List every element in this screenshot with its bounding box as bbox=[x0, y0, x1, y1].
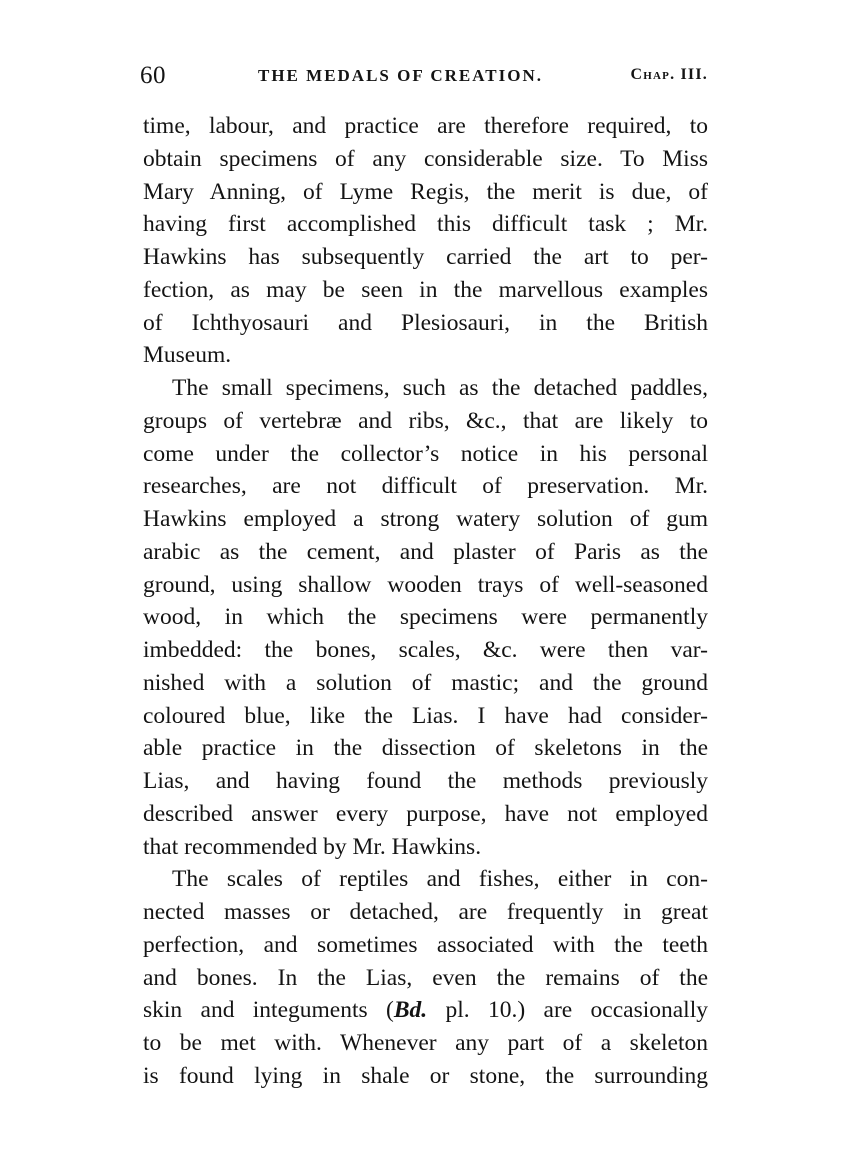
text-line: Hawkins employed a strong watery solution of gum bbox=[143, 506, 708, 532]
running-title: THE MEDALS OF CREATION. bbox=[258, 66, 543, 85]
text-line: coloured blue, like the Lias. I have had consider- bbox=[143, 702, 708, 729]
chapter-mark: Chap. III. bbox=[630, 66, 708, 83]
text-line: researches, are not difficult of preservation. Mr. bbox=[143, 473, 708, 500]
text-line: to be met with. Whenever any part of a skeleton bbox=[143, 1030, 708, 1056]
text-line: of Ichthyosauri and Plesiosauri, in the British bbox=[143, 309, 708, 336]
text-line: nished with a solution of mastic; and the ground bbox=[143, 669, 708, 696]
text-line: Mary Anning, of Lyme Regis, the merit is due, of bbox=[143, 178, 708, 205]
text-line: groups of vertebræ and ribs, &c., that are likely to bbox=[143, 407, 708, 434]
text-line: arabic as the cement, and plaster of Paris as the bbox=[143, 538, 708, 565]
text-line: perfection, and sometimes associated with the teeth bbox=[143, 931, 708, 958]
text-line: having first accomplished this difficult task ; Mr. bbox=[143, 211, 708, 238]
text-line: that recommended by Mr. Hawkins. bbox=[143, 833, 482, 860]
line-segment: pl. 10.) are occasionally bbox=[427, 997, 708, 1024]
plate-reference: Bd. bbox=[393, 997, 428, 1024]
running-head bbox=[140, 62, 708, 92]
text-line: Hawkins has subsequently carried the art to per- bbox=[143, 244, 708, 270]
text-line: Lias, and having found the methods previously bbox=[143, 768, 708, 794]
text-line: The scales of reptiles and fishes, either in con- bbox=[172, 866, 708, 893]
body-text bbox=[143, 110, 708, 1093]
text-line: nected masses or detached, are frequently in great bbox=[143, 899, 708, 925]
text-line: imbedded: the bones, scales, &c. were then var- bbox=[143, 637, 708, 663]
text-line: obtain specimens of any considerable size. To Miss bbox=[143, 145, 708, 172]
text-line: ground, using shallow wooden trays of well-seasoned bbox=[143, 571, 708, 598]
text-line: and bones. In the Lias, even the remains of the bbox=[143, 964, 708, 991]
page-number: 60 bbox=[140, 62, 166, 89]
text-line: fection, as may be seen in the marvellous examples bbox=[143, 276, 708, 303]
text-line: time, labour, and practice are therefore required, to bbox=[143, 113, 708, 139]
line-segment: skin and integuments ( bbox=[143, 997, 394, 1024]
text-line: wood, in which the specimens were permanently bbox=[143, 604, 708, 631]
text-line: Museum. bbox=[143, 342, 232, 369]
text-line: described answer every purpose, have not employed bbox=[143, 800, 708, 827]
text-line: come under the collector’s notice in his personal bbox=[143, 440, 708, 467]
text-line: able practice in the dissection of skeletons in the bbox=[143, 735, 708, 762]
text-line: is found lying in shale or stone, the surrounding bbox=[143, 1062, 708, 1089]
text-line-with-reference bbox=[143, 994, 708, 1027]
text-line: The small specimens, such as the detached paddles, bbox=[172, 375, 708, 401]
